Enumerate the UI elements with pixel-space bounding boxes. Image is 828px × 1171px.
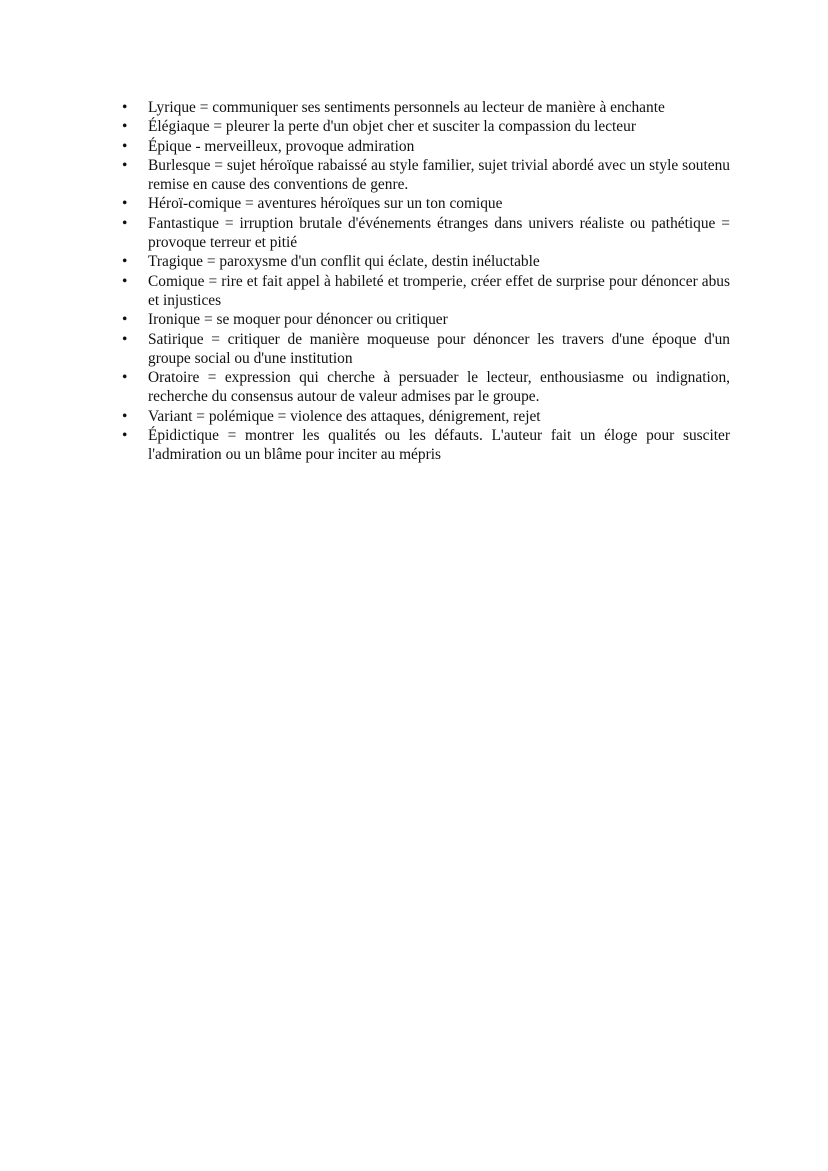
bullet-icon: •	[122, 137, 128, 155]
list-item-text: Burlesque = sujet héroïque rabaissé au style familier, sujet trivial abordé avec un style soutenu remise en cause des conventions de genre.	[148, 156, 730, 194]
list-item-text: Fantastique = irruption brutale d'événements étranges dans univers réaliste ou pathétique = provoque terreur et pitié	[148, 214, 730, 252]
bullet-icon: •	[122, 369, 128, 387]
bullet-icon: •	[122, 99, 128, 116]
bullet-icon: •	[122, 272, 128, 290]
document-body	[118, 98, 730, 465]
bullet-icon: •	[122, 311, 128, 329]
bullet-icon: •	[122, 427, 128, 445]
list-item-text: Comique = rire et fait appel à habileté et tromperie, créer effet de surprise pour dénoncer abus et injustices	[148, 272, 730, 309]
list-item-text: Tragique = paroxysme d'un conflit qui éclate, destin inéluctable	[148, 253, 540, 271]
list-item	[118, 426, 730, 465]
list-item	[118, 330, 730, 369]
list-item-text: Épique - merveilleux, provoque admiration	[148, 137, 415, 155]
list-item	[118, 117, 730, 136]
bullet-icon: •	[122, 407, 128, 425]
list-item	[118, 407, 730, 426]
list-item	[118, 137, 730, 156]
list-item	[118, 194, 730, 213]
list-item	[118, 98, 730, 117]
list-item-text: Épidictique = montrer les qualités ou les défauts. L'auteur fait un éloge pour susciter l'admiration ou un blâme pour inciter au mépris	[148, 427, 730, 464]
list-item	[118, 272, 730, 311]
list-item	[118, 214, 730, 253]
genre-definitions-list	[118, 98, 730, 465]
list-item-text: Oratoire = expression qui cherche à persuader le lecteur, enthousiasme ou indignation, recherche du consensus autour de valeur admises par le groupe.	[148, 369, 730, 406]
list-item-text: Élégiaque = pleurer la perte d'un objet cher et susciter la compassion du lecteur	[148, 118, 636, 136]
list-item	[118, 368, 730, 407]
list-item-text: Ironique = se moquer pour dénoncer ou critiquer	[148, 311, 448, 329]
list-item-text: Héroï-comique = aventures héroïques sur un ton comique	[148, 195, 503, 213]
bullet-icon: •	[122, 214, 128, 232]
list-item	[118, 252, 730, 271]
bullet-icon: •	[122, 156, 128, 174]
bullet-icon: •	[122, 195, 128, 213]
list-item-text: Satirique = critiquer de manière moqueuse pour dénoncer les travers d'une époque d'un groupe social ou d'une institution	[148, 330, 730, 367]
bullet-icon: •	[122, 118, 128, 136]
list-item-text: Variant = polémique = violence des attaques, dénigrement, rejet	[148, 407, 541, 425]
list-item	[118, 156, 730, 195]
bullet-icon: •	[122, 253, 128, 271]
bullet-icon: •	[122, 330, 128, 348]
list-item	[118, 310, 730, 329]
list-item-text: Lyrique = communiquer ses sentiments personnels au lecteur de manière à enchante	[148, 99, 665, 116]
